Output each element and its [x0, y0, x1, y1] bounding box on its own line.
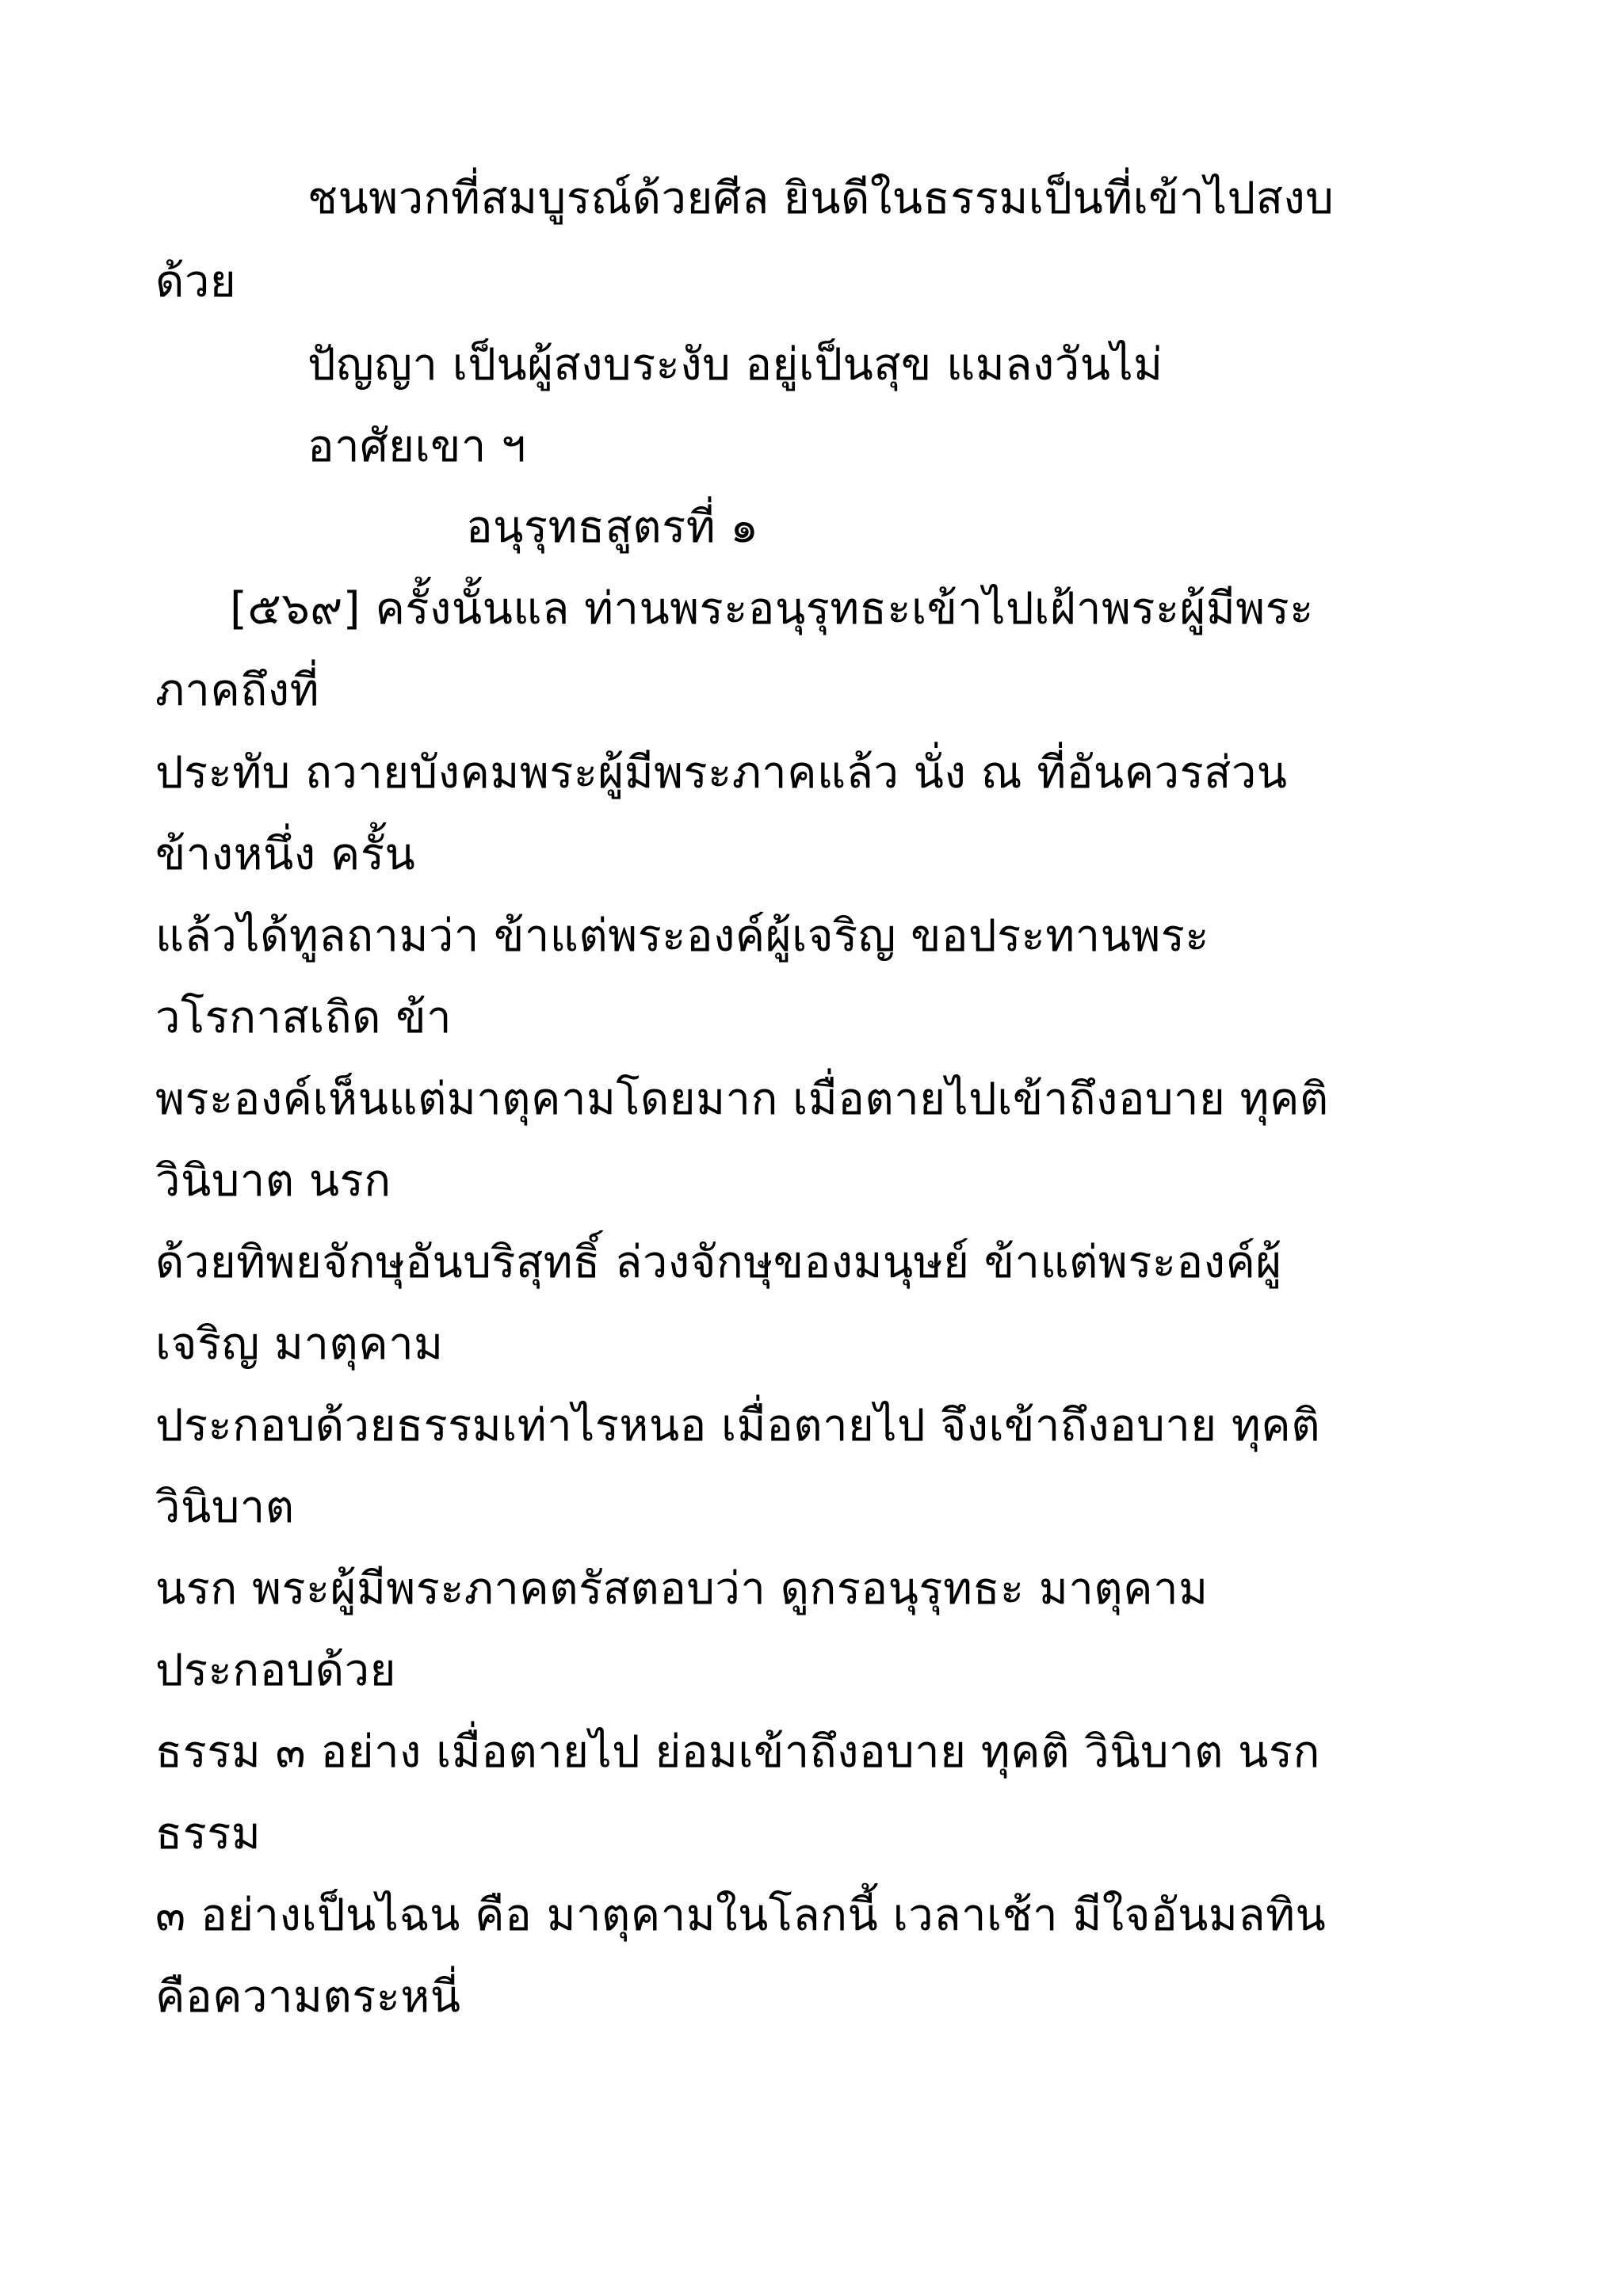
verse-line-4: อาศัยเขา ฯ	[307, 421, 527, 472]
verse-line-2: ด้วย	[155, 256, 237, 307]
verse-line-1: ชนพวกที่สมบูรณ์ด้วยศีล ยินดีในธรรมเป็นที่เข้าไปสงบ	[307, 173, 1335, 224]
body-line-16: ธรรม	[155, 1808, 262, 1859]
body-line-11: ประกอบด้วยธรรมเท่าไรหนอ เมื่อตายไป จึงเข้าถึงอบาย ทุคติ	[155, 1400, 1321, 1451]
body-line-5: แล้วได้ทูลถามว่า ข้าแต่พระองค์ผู้เจริญ ขอประทานพระ	[155, 910, 1209, 962]
sutta-title: อนุรุทธสูตรที่ ๑	[466, 502, 759, 553]
body-line-7: พระองค์เห็นแต่มาตุคามโดยมาก เมื่อตายไปเข้าถึงอบาย ทุคติ	[155, 1074, 1329, 1125]
body-line-17: ๓ อย่างเป็นไฉน คือ มาตุคามในโลกนี้ เวลาเช้า มีใจอันมลทิน	[155, 1890, 1327, 1941]
body-line-9: ด้วยทิพยจักษุอันบริสุทธิ์ ล่วงจักษุของมนุษย์ ข้าแต่พระองค์ผู้	[155, 1237, 1282, 1288]
body-line-18: คือความตระหนี่	[155, 1971, 461, 2023]
body-line-6: วโรกาสเถิด ข้า	[155, 992, 453, 1043]
body-line-15: ธรรม ๓ อย่าง เมื่อตายไป ย่อมเข้าถึงอบาย ทุคติ วินิบาต นรก	[155, 1726, 1320, 1778]
body-line-1: [๕๖๙] ครั้งนั้นแล ท่านพระอนุรุทธะเข้าไปเฝ้าพระผู้มีพระ	[230, 583, 1314, 635]
body-line-14: ประกอบด้วย	[155, 1645, 396, 1696]
body-line-10: เจริญ มาตุคาม	[155, 1318, 444, 1370]
verse-line-3: ปัญญา เป็นผู้สงบระงับ อยู่เป็นสุข แมลงวันไม่	[307, 339, 1163, 391]
body-line-2: ภาคถึงที่	[155, 665, 319, 716]
body-line-12: วินิบาต	[155, 1482, 295, 1533]
body-line-4: ข้างหนึ่ง ครั้น	[155, 829, 416, 880]
body-line-3: ประทับ ถวายบังคมพระผู้มีพระภาคแล้ว นั่ง ณ ที่อันควรส่วน	[155, 747, 1288, 799]
body-line-8: วินิบาต นรก	[155, 1155, 391, 1207]
body-line-13: นรก พระผู้มีพระภาคตรัสตอบว่า ดูกรอนุรุทธะ มาตุคาม	[155, 1563, 1209, 1615]
